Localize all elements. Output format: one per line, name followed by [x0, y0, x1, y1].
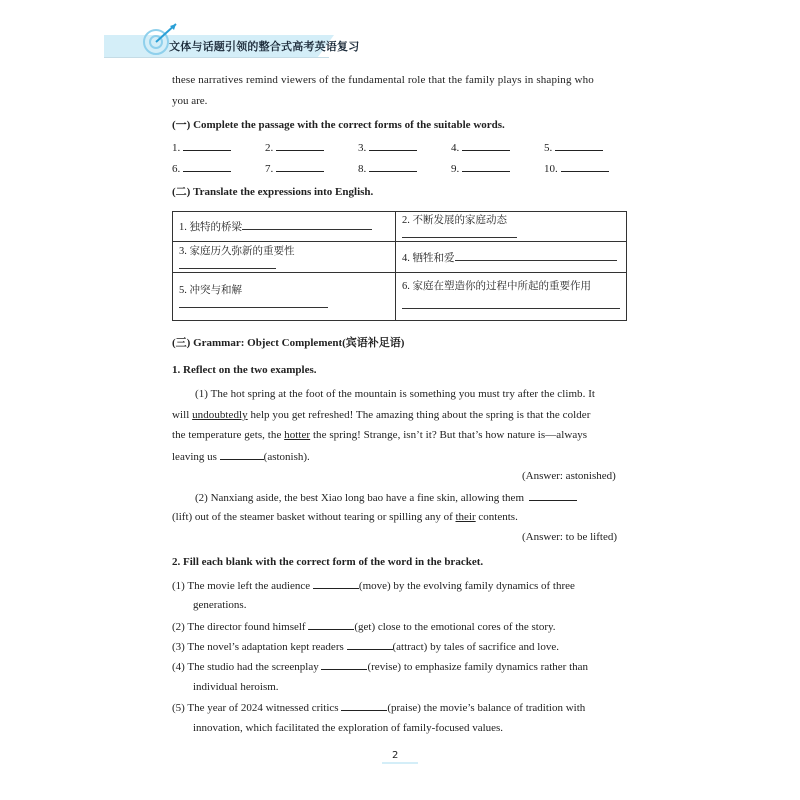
answer-line[interactable] — [402, 298, 620, 309]
blank-number: 6. — [172, 163, 181, 175]
translation-cell[interactable]: 2. 不断发展的家庭动态 — [396, 212, 627, 242]
answer-blank[interactable] — [369, 140, 417, 151]
header-title: 文体与话题引领的整合式高考英语复习 — [169, 40, 360, 53]
blank-number: 5. — [544, 142, 553, 154]
translation-cell[interactable]: 5. 冲突与和解 — [173, 273, 396, 321]
example1-line-3: the temperature gets, the hotter the spring! Strange, isn’t it? But that’s how nature is—always — [172, 429, 588, 441]
section3-title: (三) Grammar: Object Complement(宾语补足语) — [172, 337, 405, 349]
intro-line-2: you are. — [172, 95, 208, 107]
translation-table — [172, 211, 627, 321]
answer-line[interactable] — [179, 258, 276, 269]
question-4: (4) The studio had the screenplay (revise) to emphasize family dynamics rather than — [172, 661, 589, 673]
question-3: (3) The novel’s adaptation kept readers (attract) by tales of sacrifice and love. — [172, 641, 559, 653]
answer-blank[interactable] — [529, 490, 577, 501]
page-number: 2 — [392, 750, 399, 761]
answer-line[interactable] — [242, 219, 372, 230]
answer-blank[interactable] — [308, 619, 354, 630]
answer-blank[interactable] — [276, 161, 324, 172]
intro-line-1: these narratives remind viewers of the fundamental role that the family plays in shaping who — [172, 74, 594, 86]
question-1: (1) The movie left the audience (move) by the evolving family dynamics of three — [172, 580, 575, 592]
example1-line-4: leaving us (astonish). — [172, 451, 310, 463]
answer-line[interactable] — [455, 250, 617, 261]
question-4-cont: individual heroism. — [193, 681, 279, 693]
answer-blank[interactable] — [341, 700, 387, 711]
translation-cell[interactable]: 3. 家庭历久弥新的重要性 — [173, 242, 396, 273]
reflect-heading: 1. Reflect on the two examples. — [172, 364, 317, 376]
translation-cell[interactable]: 1. 独特的桥梁 — [173, 212, 396, 242]
example1-answer: (Answer: astonished) — [522, 470, 616, 482]
answer-blank[interactable] — [313, 578, 359, 589]
answer-blank[interactable] — [369, 161, 417, 172]
answer-blank[interactable] — [555, 140, 603, 151]
question-5-cont: innovation, which facilitated the exploration of family-focused values. — [193, 722, 504, 734]
example2-answer: (Answer: to be lifted) — [522, 531, 617, 543]
blank-number: 4. — [451, 142, 460, 154]
blank-number: 3. — [358, 142, 367, 154]
answer-blank[interactable] — [347, 639, 393, 650]
blank-number: 8. — [358, 163, 367, 175]
answer-blank[interactable] — [183, 161, 231, 172]
answer-blank[interactable] — [462, 161, 510, 172]
answer-line[interactable] — [402, 227, 517, 238]
section2-title: (二) Translate the expressions into English. — [172, 186, 374, 198]
answer-blank[interactable] — [220, 449, 264, 460]
question-1-cont: generations. — [193, 599, 247, 611]
answer-blank[interactable] — [276, 140, 324, 151]
example1-line-1: (1) The hot spring at the foot of the mountain is something you must try after the climb. It — [195, 388, 596, 400]
answer-blank[interactable] — [561, 161, 609, 172]
fill-heading: 2. Fill each blank with the correct form of the word in the bracket. — [172, 556, 484, 568]
blank-number: 1. — [172, 142, 181, 154]
answer-blank[interactable] — [183, 140, 231, 151]
blank-number: 9. — [451, 163, 460, 175]
example1-line-2: will undoubtedly help you get refreshed! The amazing thing about the spring is that the colder — [172, 409, 591, 421]
example2-line-2: (lift) out of the steamer basket without tearing or spilling any of their contents. — [172, 511, 518, 523]
answer-line[interactable] — [179, 297, 328, 308]
question-5: (5) The year of 2024 witnessed critics (praise) the movie’s balance of tradition with — [172, 702, 586, 714]
section1-title: (一) Complete the passage with the correct forms of the suitable words. — [172, 119, 505, 131]
answer-blank[interactable] — [321, 659, 367, 670]
blank-number: 7. — [265, 163, 274, 175]
translation-cell[interactable]: 6. 家庭在塑造你的过程中所起的重要作用 — [396, 273, 627, 321]
blank-number: 10. — [544, 163, 558, 175]
question-2: (2) The director found himself (get) close to the emotional cores of the story. — [172, 621, 556, 633]
header-underline — [104, 57, 329, 58]
translation-cell[interactable]: 4. 牺牲和爱 — [396, 242, 627, 273]
blank-number: 2. — [265, 142, 274, 154]
answer-blank[interactable] — [462, 140, 510, 151]
page-number-underline — [382, 762, 418, 764]
example2-line-1: (2) Nanxiang aside, the best Xiao long bao have a fine skin, allowing them — [195, 490, 577, 505]
